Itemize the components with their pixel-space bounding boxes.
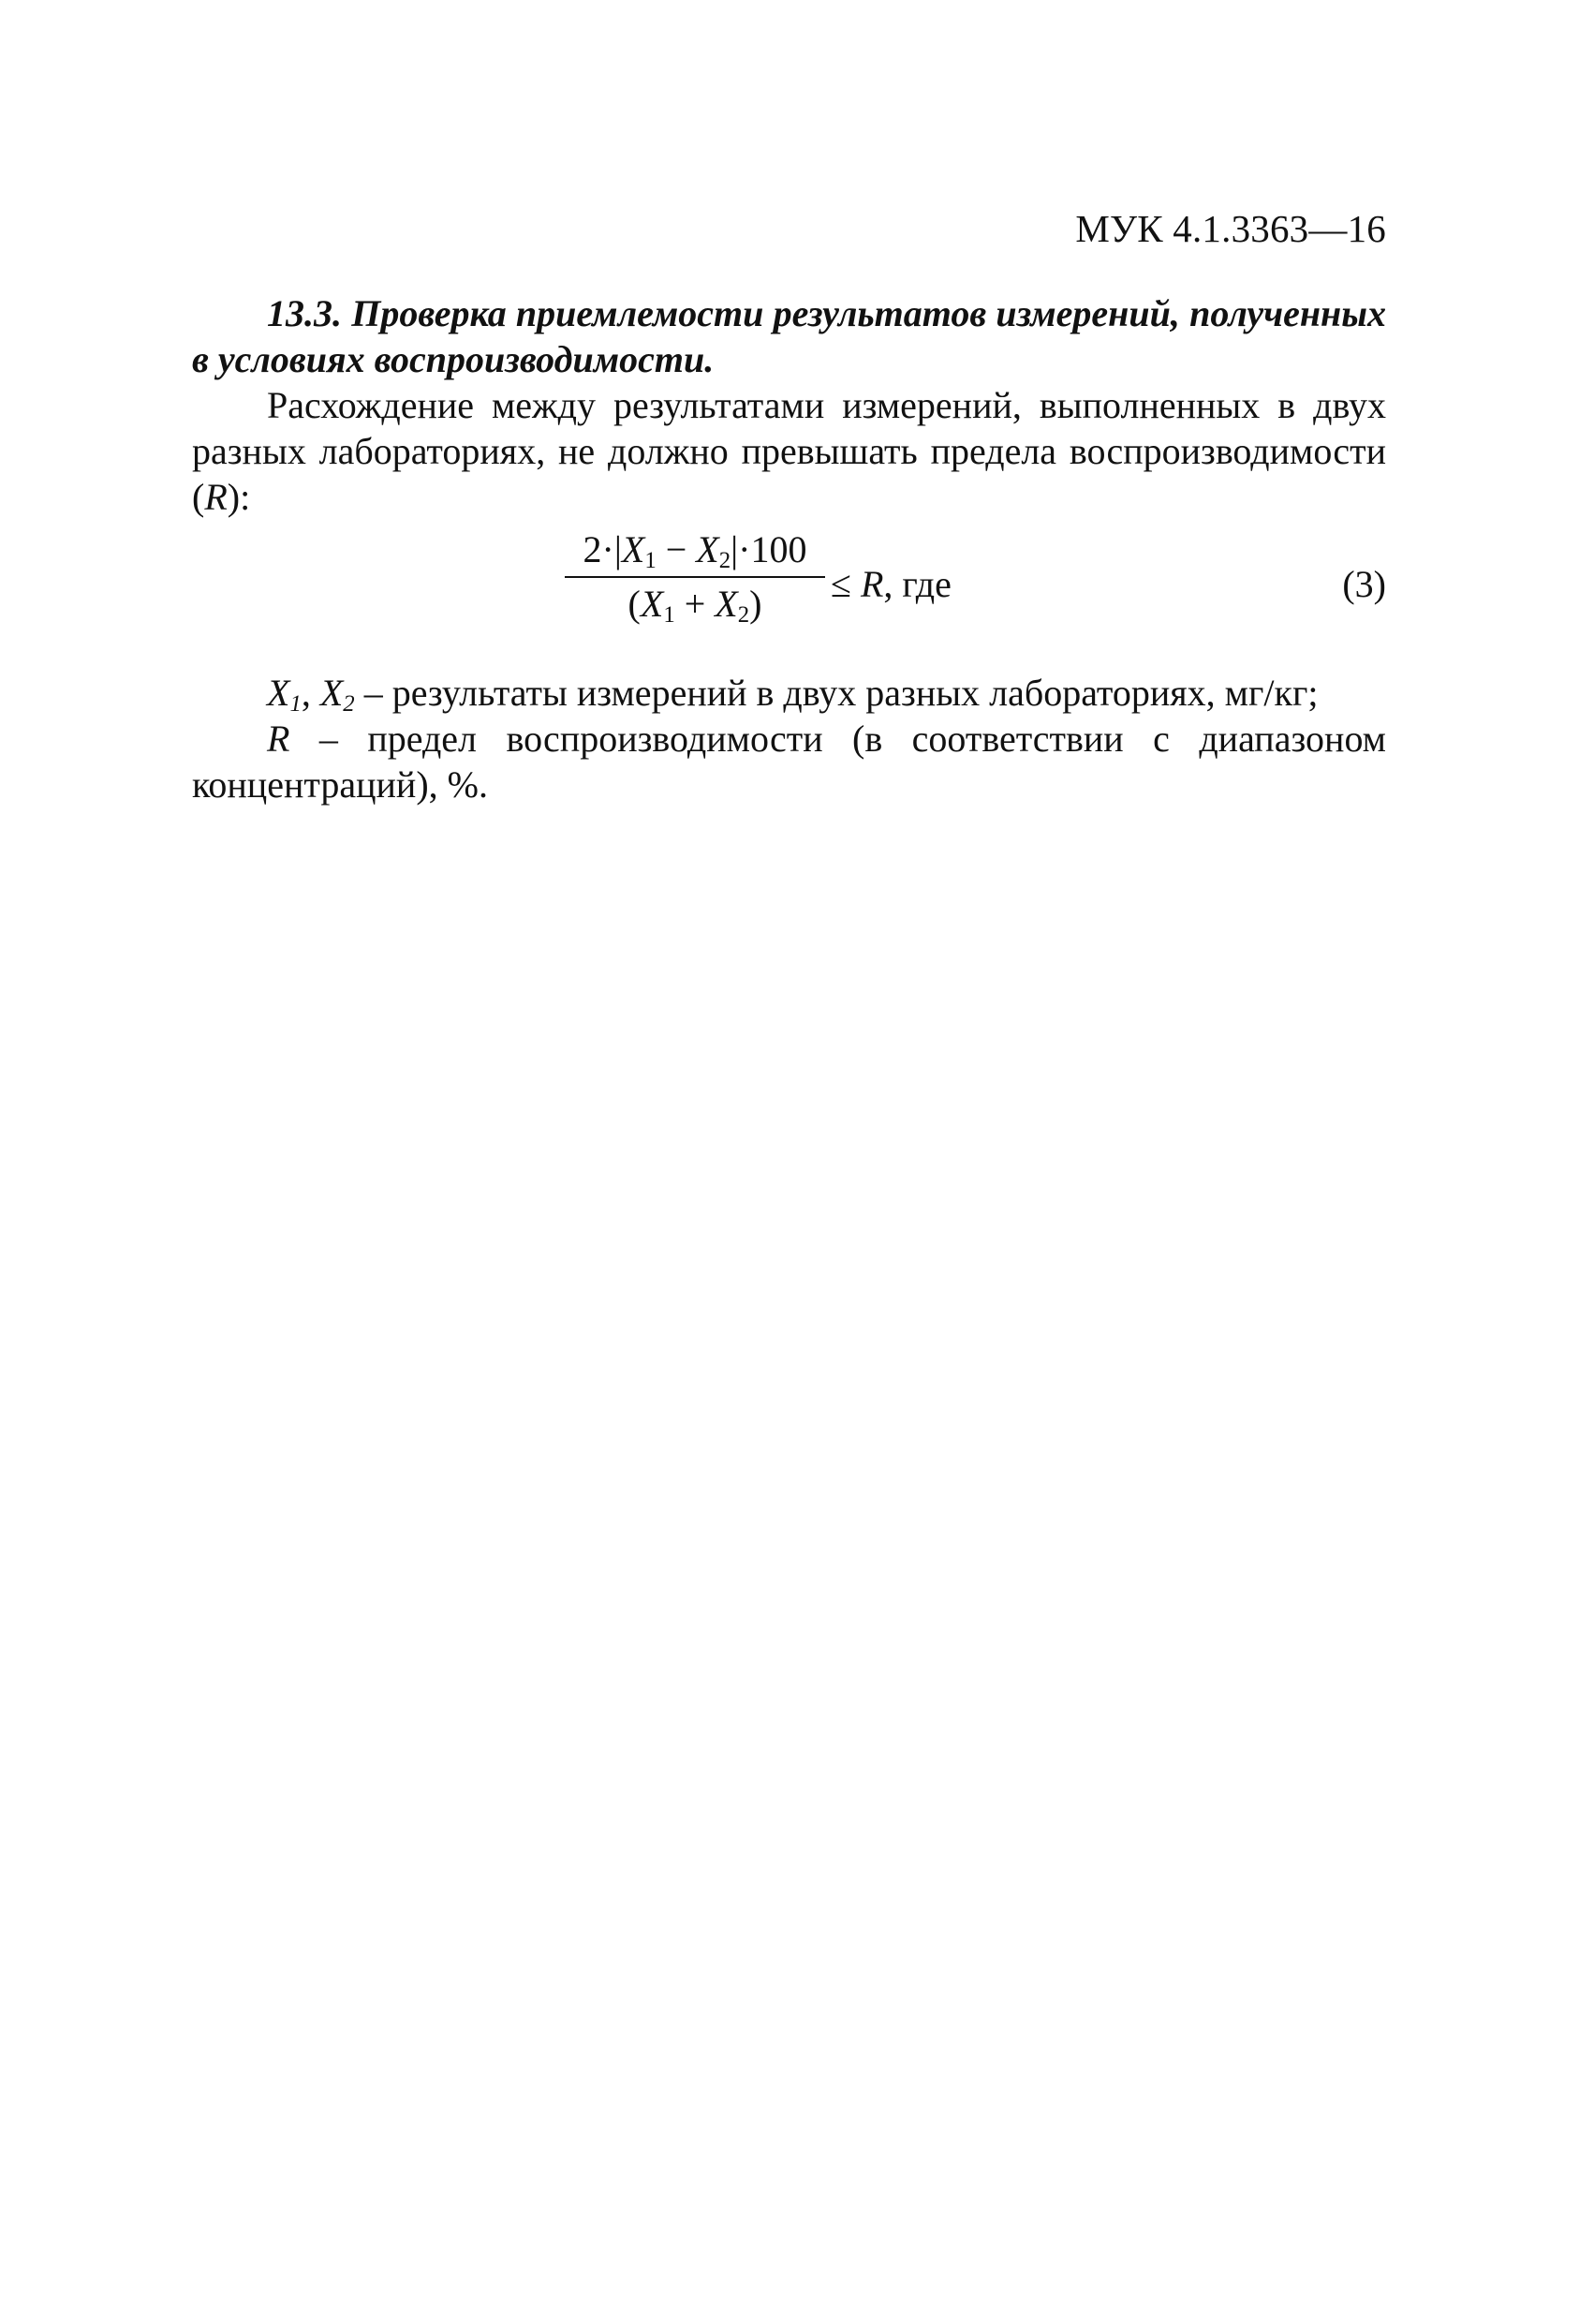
denominator-x1-sub: 1	[663, 602, 675, 628]
formula-tail: , где	[883, 563, 952, 605]
def-x-text: – результаты измерений в двух разных лабораториях, мг/кг;	[354, 672, 1319, 714]
def-x2: X	[319, 672, 344, 714]
denominator-plus: +	[674, 583, 716, 625]
denominator-x2: X	[715, 583, 738, 625]
formula-comparison	[831, 561, 952, 607]
denominator-open: (	[627, 583, 641, 625]
section-content	[192, 290, 1386, 807]
paragraph-text-end: ):	[227, 476, 251, 518]
section-heading: 13.3. Проверка приемлемости результатов измерений, полученных в условиях воспроизводимости.	[192, 292, 1386, 380]
fraction-bar	[565, 576, 825, 578]
equation-number: (3)	[1342, 563, 1386, 605]
def-x1-sub: 1	[289, 691, 302, 717]
numerator-x1-sub: 1	[644, 548, 657, 573]
denominator-close: )	[749, 583, 762, 625]
denominator-x1: X	[640, 583, 664, 625]
paragraph-text: Расхождение между результатами измерений, выполненных в двух разных лабораториях, не должно превышать предела воспроизводимости (	[192, 384, 1386, 518]
numerator-prefix: 2·|	[583, 528, 622, 570]
formula-numerator	[565, 525, 825, 574]
numerator-suffix: |·100	[731, 528, 807, 570]
def-x2-sub: 2	[343, 691, 355, 717]
formula-denominator	[565, 580, 825, 629]
formula-3	[192, 525, 1386, 657]
def-sep: ,	[301, 672, 320, 714]
leq-sign: ≤	[831, 563, 861, 605]
formula-r: R	[860, 563, 884, 605]
numerator-x2: X	[696, 528, 719, 570]
numerator-minus: −	[656, 528, 697, 570]
reproducibility-paragraph	[192, 382, 1386, 520]
formula-fraction	[565, 525, 825, 629]
numerator-x2-sub: 2	[718, 548, 731, 573]
def-x1: X	[267, 672, 290, 714]
def-r-text: – предел воспроизводимости (в соответствии с диапазоном концентраций), %.	[192, 718, 1386, 806]
document-code: МУК 4.1.3363—16	[1075, 207, 1386, 250]
definition-r	[192, 716, 1386, 807]
numerator-x1: X	[621, 528, 645, 570]
def-r-symbol: R	[267, 718, 290, 760]
paragraph-symbol-r: R	[204, 476, 228, 518]
definition-x1-x2	[192, 670, 1386, 716]
denominator-x2-sub: 2	[737, 602, 750, 628]
